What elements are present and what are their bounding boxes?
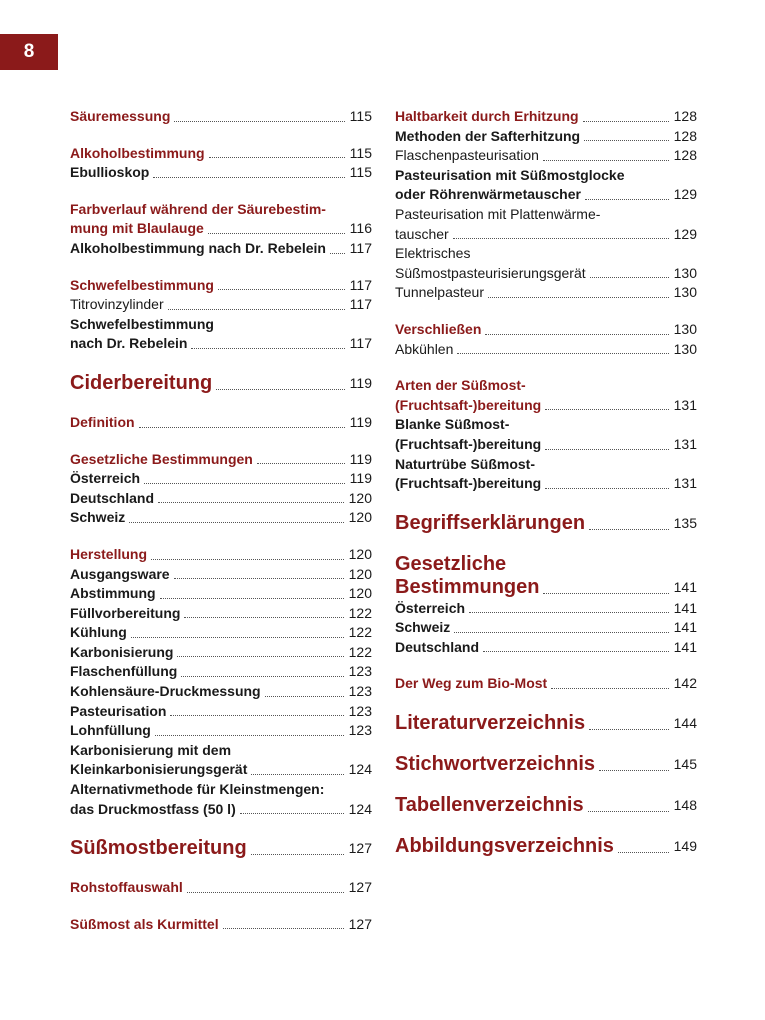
toc-page-number: 120: [348, 565, 372, 582]
toc-entry-h4[interactable]: [70, 295, 372, 315]
toc-entry-h2[interactable]: [70, 545, 372, 565]
toc-entry-h2[interactable]: [70, 144, 372, 164]
toc-spacer: [395, 735, 697, 753]
toc-entry-h2[interactable]: [70, 219, 372, 239]
toc-entry-h4[interactable]: [395, 340, 697, 360]
toc-page-number: 144: [673, 715, 697, 732]
toc-entry-title: Verschließen: [395, 320, 482, 337]
toc-page-number: 123: [348, 683, 372, 700]
toc-page-number: 117: [349, 276, 372, 293]
dot-leader: [144, 483, 345, 484]
dot-leader: [187, 892, 344, 893]
dot-leader: [265, 696, 344, 697]
toc-spacer: [70, 433, 372, 450]
toc-entry-h1[interactable]: [395, 512, 697, 535]
dot-leader: [545, 409, 668, 410]
toc-entry-h4[interactable]: [395, 283, 697, 303]
toc-entry-h3[interactable]: [395, 415, 697, 435]
toc-entry-title: Flaschenpasteurisation: [395, 147, 539, 164]
toc-page-number: 128: [673, 108, 697, 124]
toc-entry-title: Schweiz: [70, 509, 126, 526]
toc-page-number: 120: [348, 545, 372, 562]
toc-entry-h3[interactable]: [70, 741, 372, 761]
toc-entry-title: (Fruchtsaft-)bereitung: [395, 475, 542, 492]
toc-entry-title: Stichwortverzeichnis: [395, 753, 596, 776]
toc-page-number: 119: [349, 374, 372, 391]
toc-entry-title: Gesetzliche Bestimmungen: [70, 450, 253, 467]
dot-leader: [216, 389, 344, 390]
toc-page-number: 130: [673, 320, 697, 337]
dot-leader: [599, 770, 669, 771]
toc-spacer: [70, 395, 372, 413]
toc-spacer: [70, 898, 372, 915]
toc-entry-h2[interactable]: [70, 878, 372, 898]
dot-leader: [590, 277, 669, 278]
toc-entry-h3[interactable]: [70, 315, 372, 335]
toc-entry-title: Herstellung: [70, 545, 148, 562]
toc-page-number: 148: [673, 797, 697, 814]
toc-entry-h3[interactable]: [70, 565, 372, 585]
toc-entry-h3[interactable]: [70, 702, 372, 722]
dot-leader: [543, 593, 668, 594]
toc-entry-h3[interactable]: [70, 604, 372, 624]
toc-entry-title: Rohstoffauswahl: [70, 879, 183, 896]
toc-entry-h3[interactable]: [70, 163, 372, 183]
toc-entry-h3[interactable]: [395, 599, 697, 619]
toc-spacer: [395, 776, 697, 794]
dot-leader: [588, 811, 669, 812]
toc-entry-h3[interactable]: [70, 508, 372, 528]
toc-entry-title: Haltbarkeit durch Erhitzung: [395, 108, 579, 124]
toc-entry-h1[interactable]: [395, 753, 697, 776]
toc-entry-title: Säuremessung: [70, 108, 171, 124]
toc-entry-title: Pasteurisation mit Plattenwärme-: [395, 205, 601, 222]
toc-entry-title: Arten der Süßmost-: [395, 377, 526, 394]
toc-page-number: 127: [348, 915, 372, 932]
toc-entry-h3[interactable]: [395, 618, 697, 638]
toc-page-number: 119: [349, 450, 372, 467]
dot-leader: [184, 617, 343, 618]
toc-entry-title: Karbonisierung: [70, 643, 174, 660]
toc-spacer: [395, 494, 697, 512]
dot-leader: [485, 334, 668, 335]
toc-entry-title: Begriffserklärungen: [395, 511, 586, 534]
toc-page-number: 131: [673, 475, 697, 492]
toc-page-number: 124: [348, 800, 372, 817]
toc-entry-title: Naturtrübe Süßmost-: [395, 455, 535, 472]
toc-entry-h1[interactable]: [70, 837, 372, 860]
toc-entry-title: Österreich: [395, 599, 466, 616]
toc-entry-h2[interactable]: [70, 200, 372, 220]
toc-entry-h4[interactable]: [395, 205, 697, 225]
dot-leader: [168, 309, 345, 310]
dot-leader: [488, 297, 669, 298]
toc-spacer: [395, 303, 697, 320]
toc-page-number: 145: [673, 756, 697, 773]
dot-leader: [153, 177, 344, 178]
toc-entry-title: Ebullioskop: [70, 164, 150, 181]
toc-entry-h1[interactable]: [70, 372, 372, 395]
toc-entry-title: Karbonisierung mit dem: [70, 741, 232, 758]
toc-page-number: 141: [673, 599, 697, 616]
toc-entry-h3[interactable]: [70, 721, 372, 741]
toc-entry-h3[interactable]: [70, 623, 372, 643]
dot-leader: [583, 121, 669, 122]
toc-column-right: [395, 107, 697, 858]
toc-entry-h1[interactable]: [395, 576, 697, 599]
toc-page-number: 127: [348, 879, 372, 896]
toc-spacer: [395, 817, 697, 835]
toc-entry-h3[interactable]: [395, 435, 697, 455]
toc-entry-title: Schwefelbestimmung: [70, 276, 214, 293]
toc-page-number: 117: [349, 335, 372, 352]
toc-entry-h2[interactable]: [70, 413, 372, 433]
toc-page-number: 119: [349, 413, 372, 430]
toc-entry-title: Ausgangsware: [70, 565, 170, 582]
toc-entry-h2[interactable]: [70, 450, 372, 470]
dot-leader: [330, 253, 345, 254]
dot-leader: [589, 729, 669, 730]
toc-entry-title: (Fruchtsaft-)bereitung: [395, 396, 542, 413]
toc-page-number: 142: [673, 675, 697, 692]
toc-entry-h2[interactable]: [395, 320, 697, 340]
toc-entry-title: Alkoholbestimmung nach Dr. Rebelein: [70, 239, 326, 256]
dot-leader: [257, 463, 345, 464]
dot-leader: [174, 121, 344, 122]
dot-leader: [170, 715, 343, 716]
toc-entry-h1[interactable]: [395, 712, 697, 735]
toc-entry-title: Schwefelbestimmung: [70, 315, 214, 332]
dot-leader: [551, 688, 668, 689]
toc-entry-title: tauscher: [395, 225, 449, 242]
dot-leader: [618, 852, 669, 853]
toc-entry-h3[interactable]: [70, 800, 372, 820]
toc-spacer: [70, 183, 372, 200]
toc-spacer: [70, 528, 372, 545]
toc-entry-title: Schweiz: [395, 619, 451, 636]
toc-entry-h3[interactable]: [70, 662, 372, 682]
toc-page-number: 116: [349, 220, 372, 237]
toc-entry-title: Süßmostbereitung: [70, 837, 247, 860]
toc-page-number: 120: [348, 509, 372, 526]
toc-entry-h3[interactable]: [395, 185, 697, 205]
toc-entry-title: das Druckmostfass (50 l): [70, 800, 236, 817]
toc-entry-title: Ciderbereitung: [70, 371, 213, 394]
dot-leader: [160, 598, 344, 599]
toc-entry-title: Süßmostpasteurisierungsgerät: [395, 264, 586, 281]
toc-entry-h2[interactable]: [395, 674, 697, 694]
toc-entry-h1[interactable]: [395, 794, 697, 817]
toc-entry-title: Gesetzliche: [395, 552, 507, 575]
toc-entry-h2[interactable]: [395, 107, 697, 127]
toc-entry-title: Tabellenverzeichnis: [395, 794, 584, 817]
toc-page-number: 130: [673, 284, 697, 301]
toc-page-number: 129: [673, 186, 697, 203]
toc-page-number: 128: [673, 147, 697, 164]
dot-leader: [129, 522, 343, 523]
toc-entry-title: mung mit Blaulauge: [70, 220, 204, 237]
toc-spacer: [395, 694, 697, 712]
toc-spacer: [395, 535, 697, 553]
toc-entry-h4[interactable]: [395, 244, 697, 264]
toc-entry-h3[interactable]: [70, 760, 372, 780]
toc-spacer: [70, 354, 372, 372]
toc-entry-title: Deutschland: [70, 489, 155, 506]
toc-entry-title: (Fruchtsaft-)bereitung: [395, 435, 542, 452]
toc-page-number: 135: [673, 514, 697, 531]
toc-spacer: [395, 359, 697, 376]
dot-leader: [158, 502, 344, 503]
toc-entry-title: Füllvorbereitung: [70, 604, 181, 621]
toc-entry-title: Definition: [70, 413, 135, 430]
dot-leader: [174, 578, 344, 579]
toc-entry-title: Pasteurisation: [70, 702, 167, 719]
toc-entry-title: Flaschenfüllung: [70, 663, 178, 680]
toc-entry-h3[interactable]: [70, 643, 372, 663]
dot-leader: [218, 289, 345, 290]
toc-entry-h3[interactable]: [70, 334, 372, 354]
toc-entry-h3[interactable]: [70, 469, 372, 489]
toc-spacer: [70, 259, 372, 276]
toc-entry-title: Titrovinzylinder: [70, 296, 164, 313]
toc-entry-h3[interactable]: [70, 682, 372, 702]
toc-entry-h4[interactable]: [395, 146, 697, 166]
toc-entry-title: Der Weg zum Bio-Most: [395, 675, 548, 692]
toc-entry-h2[interactable]: [70, 107, 372, 127]
toc-page-number: 123: [348, 702, 372, 719]
page-number-badge: 8: [0, 34, 58, 70]
toc-entry-title: nach Dr. Rebelein: [70, 335, 188, 352]
toc-page-number: 120: [348, 489, 372, 506]
dot-leader: [453, 238, 669, 239]
toc-page-number: 123: [348, 722, 372, 739]
toc-page-number: 117: [349, 239, 372, 256]
dot-leader: [191, 348, 344, 349]
dot-leader: [223, 928, 344, 929]
toc-entry-h3[interactable]: [70, 584, 372, 604]
toc-entry-title: Literaturverzeichnis: [395, 712, 586, 735]
toc-page-number: 129: [673, 225, 697, 242]
toc-page-number: 130: [673, 340, 697, 357]
toc-page-number: 119: [349, 470, 372, 487]
toc-entry-h4[interactable]: [395, 225, 697, 245]
toc-page-number: 122: [348, 604, 372, 621]
toc-entry-h3[interactable]: [395, 455, 697, 475]
toc-page-number: 141: [673, 638, 697, 655]
dot-leader: [584, 140, 669, 141]
toc-entry-h1[interactable]: [395, 835, 697, 858]
toc-page-number: 117: [349, 296, 372, 313]
dot-leader: [208, 233, 345, 234]
toc-entry-title: Tunnelpasteur: [395, 284, 484, 301]
dot-leader: [181, 676, 343, 677]
toc-page-number: 115: [349, 164, 372, 181]
toc-page-number: 149: [673, 838, 697, 855]
toc-entry-title: Deutschland: [395, 638, 480, 655]
toc-entry-title: Alternativmethode für Kleinstmengen:: [70, 781, 325, 798]
toc-page-number: 120: [348, 585, 372, 602]
dot-leader: [209, 157, 345, 158]
toc-entry-h2[interactable]: [70, 915, 372, 935]
toc-entry-h3[interactable]: [70, 239, 372, 259]
dot-leader: [151, 559, 344, 560]
dot-leader: [454, 632, 668, 633]
toc-page-number: 131: [673, 396, 697, 413]
toc-entry-h3[interactable]: [395, 166, 697, 186]
toc-entry-h2[interactable]: [395, 396, 697, 416]
toc-page-number: 115: [349, 144, 372, 161]
toc-entry-h3[interactable]: [395, 127, 697, 147]
toc-page-number: 131: [673, 435, 697, 452]
toc-page-number: 141: [673, 578, 697, 595]
toc-entry-title: Alkoholbestimmung: [70, 144, 205, 161]
toc-page-number: 141: [673, 619, 697, 636]
dot-leader: [545, 488, 668, 489]
toc-entry-title: Abkühlen: [395, 340, 454, 357]
toc-page-number: 122: [348, 624, 372, 641]
toc-entry-title: Abbildungsverzeichnis: [395, 835, 614, 858]
toc-page-number: 128: [673, 127, 697, 144]
toc-entry-title: Bestimmungen: [395, 575, 540, 598]
dot-leader: [131, 637, 344, 638]
toc-entry-title: Blanke Süßmost-: [395, 416, 510, 433]
toc-page-number: 123: [348, 663, 372, 680]
dot-leader: [545, 449, 668, 450]
toc-entry-h4[interactable]: [395, 264, 697, 284]
toc-entry-h3[interactable]: [395, 638, 697, 658]
toc-entry-h3[interactable]: [70, 780, 372, 800]
dot-leader: [543, 160, 669, 161]
toc-entry-title: Kleinkarbonisierungsgerät: [70, 761, 248, 778]
toc-entry-title: Kohlensäure-Druckmessung: [70, 683, 261, 700]
toc-entry-h2[interactable]: [395, 376, 697, 396]
toc-page-number: 130: [673, 264, 697, 281]
toc-entry-title: Lohnfüllung: [70, 722, 151, 739]
dot-leader: [251, 774, 343, 775]
dot-leader: [589, 529, 669, 530]
toc-entry-h2[interactable]: [70, 276, 372, 296]
toc-entry-title: Elektrisches: [395, 245, 471, 262]
toc-page-number: 115: [349, 108, 372, 124]
toc-entry-title: Abstimmung: [70, 585, 156, 602]
dot-leader: [251, 854, 344, 855]
dot-leader: [483, 651, 669, 652]
toc-spacer: [70, 127, 372, 144]
dot-leader: [139, 427, 345, 428]
toc-page-number: 122: [348, 643, 372, 660]
toc-column-left: [70, 107, 372, 934]
dot-leader: [585, 199, 669, 200]
toc-entry-title: Farbverlauf während der Säurebestim-: [70, 200, 326, 217]
dot-leader: [240, 813, 344, 814]
toc-entry-h3[interactable]: [395, 474, 697, 494]
dot-leader: [457, 353, 668, 354]
toc-spacer: [395, 657, 697, 674]
toc-spacer: [70, 819, 372, 837]
toc-entry-title: Pasteurisation mit Süßmostglocke: [395, 166, 625, 183]
toc-page-number: 124: [348, 761, 372, 778]
toc-page-number: 127: [348, 840, 372, 857]
toc-entry-title: Österreich: [70, 470, 141, 487]
dot-leader: [177, 656, 343, 657]
toc-spacer: [70, 860, 372, 878]
dot-leader: [155, 735, 344, 736]
dot-leader: [469, 612, 669, 613]
toc-entry-title: Kühlung: [70, 624, 127, 641]
toc-entry-title: Süßmost als Kurmittel: [70, 915, 219, 932]
toc-entry-title: oder Röhrenwärmetauscher: [395, 186, 581, 203]
toc-entry-h3[interactable]: [70, 489, 372, 509]
toc-entry-title: Methoden der Safterhitzung: [395, 127, 581, 144]
toc-entry-h1[interactable]: [395, 553, 697, 576]
